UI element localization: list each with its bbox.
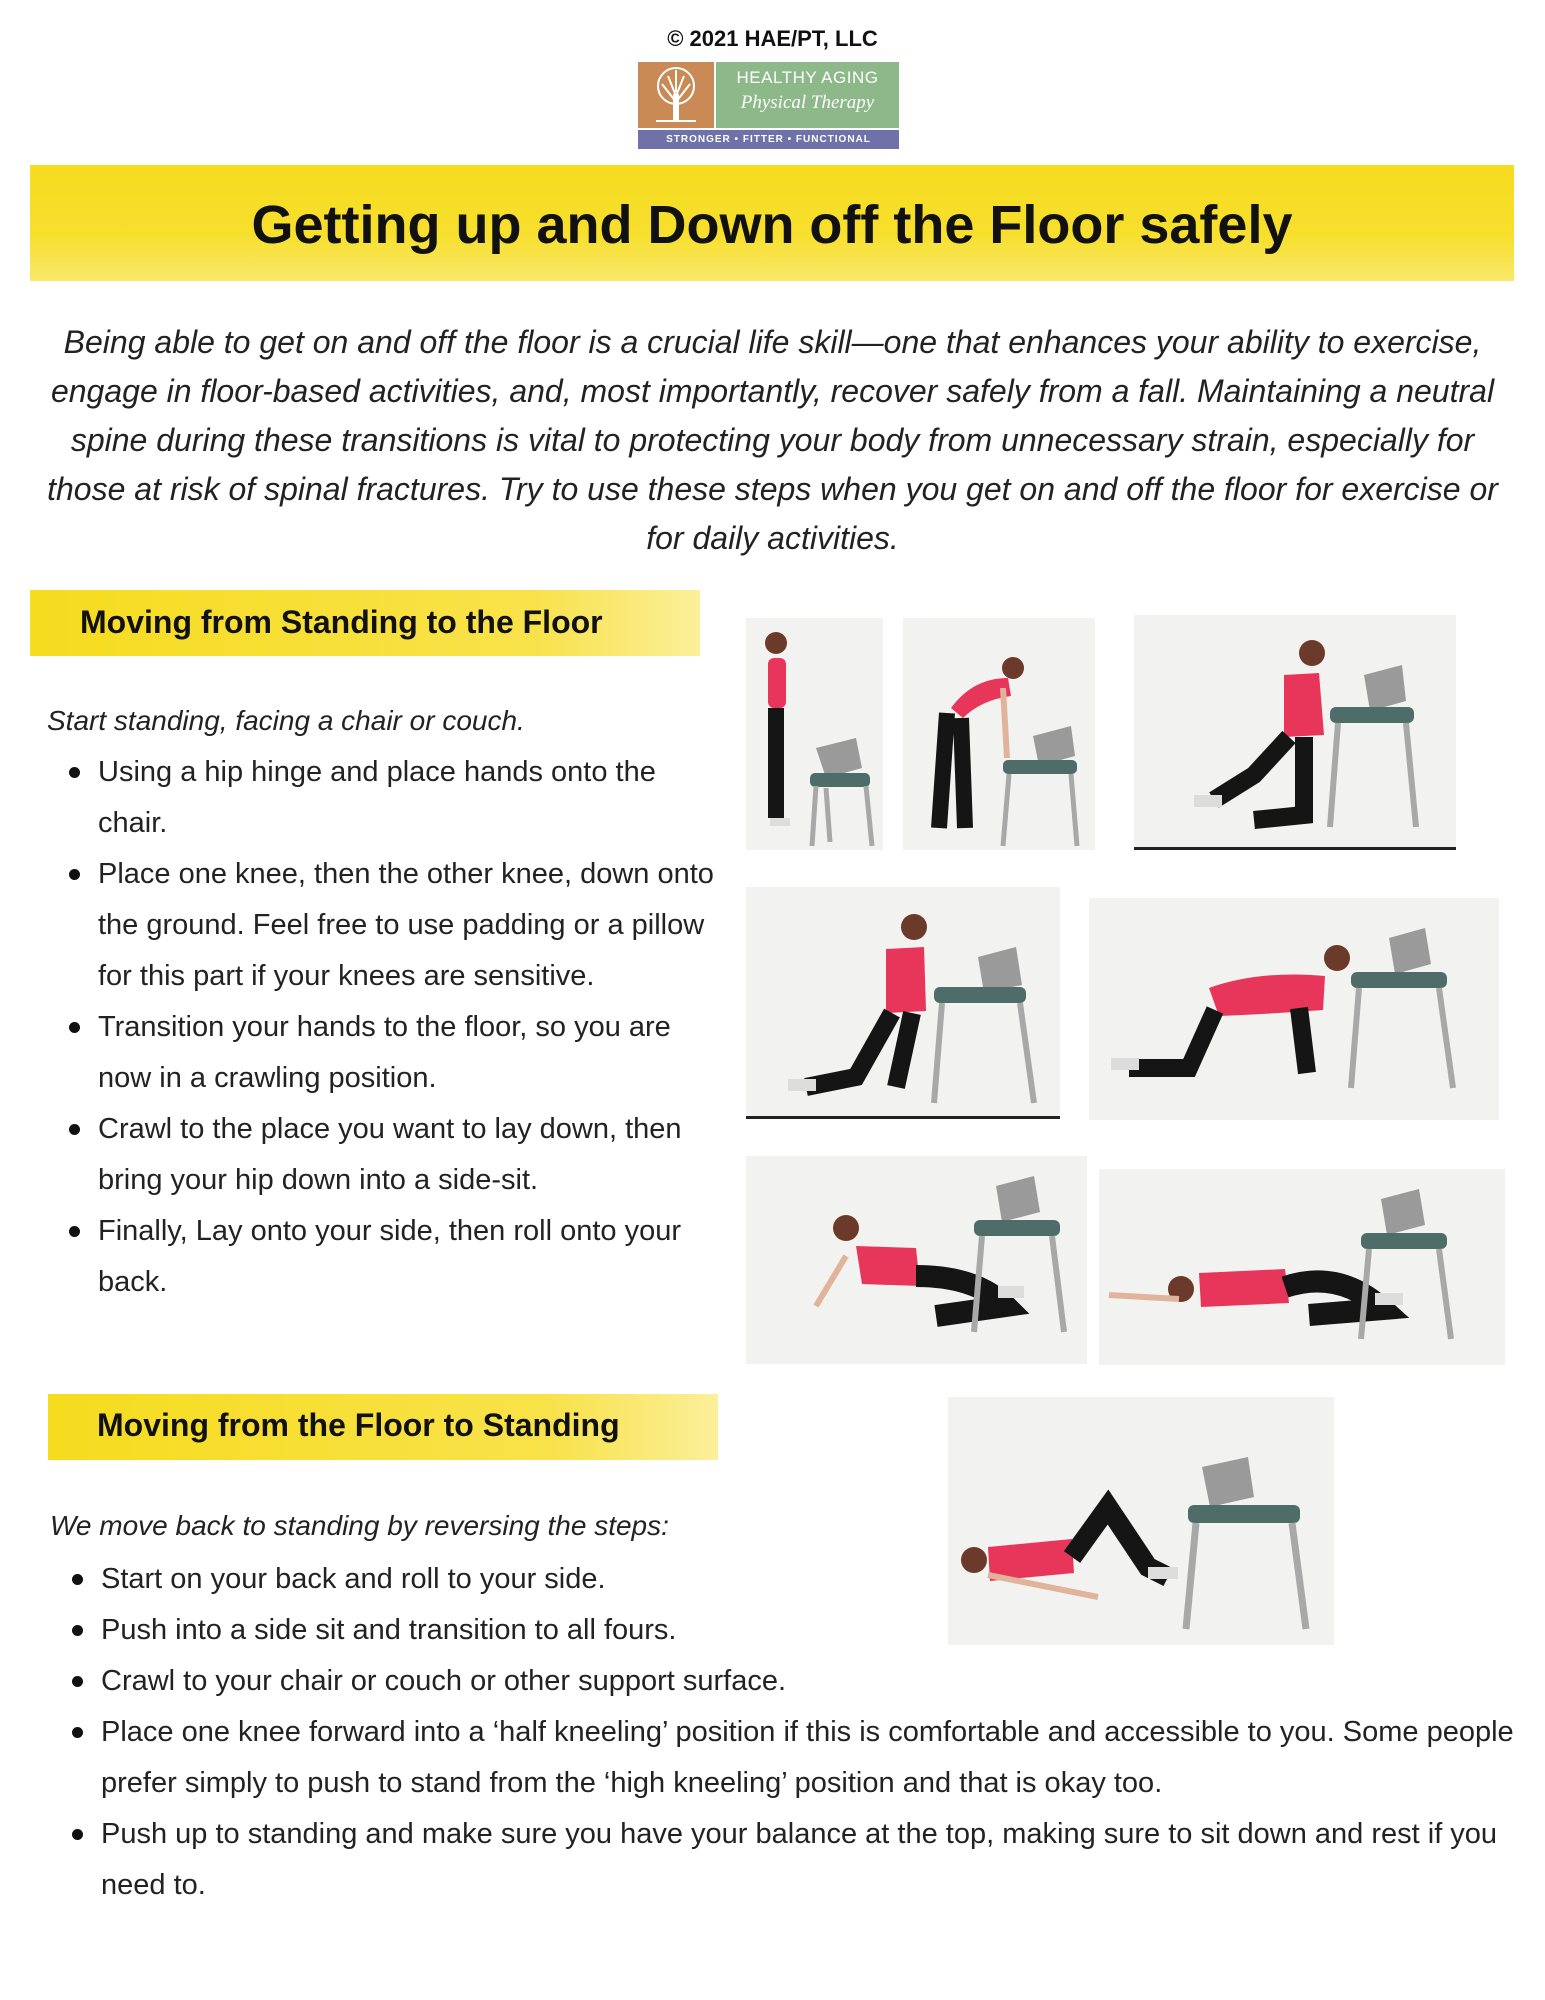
photo-side-sit — [746, 1156, 1087, 1364]
photo-hip-hinge — [903, 618, 1095, 850]
logo-line1: HEALTHY AGING — [736, 68, 879, 87]
section-down-lead: Start standing, facing a chair or couch. — [47, 705, 525, 736]
tree-icon — [638, 62, 714, 128]
list-item: Using a hip hinge and place hands onto the chair. — [98, 747, 718, 849]
section-up-steps — [101, 1554, 1521, 1911]
photo-side-lying — [1099, 1169, 1505, 1365]
section-down-steps — [98, 747, 718, 1308]
logo-tagline: STRONGER • FITTER • FUNCTIONAL — [638, 130, 899, 149]
photo-standing — [746, 618, 883, 850]
list-item: Push into a side sit and transition to all fours. — [101, 1605, 1521, 1656]
list-item: Push up to standing and make sure you have your balance at the top, making sure to sit down and rest if you need to. — [101, 1809, 1521, 1911]
photo-high-kneeling — [746, 887, 1060, 1119]
section-down-title: Moving from Standing to the Floor — [80, 604, 603, 640]
list-item: Crawl to the place you want to lay down, then bring your hip down into a side-sit. — [98, 1104, 718, 1206]
list-item: Finally, Lay onto your side, then roll onto your back. — [98, 1206, 718, 1308]
copyright-notice: © 2021 HAE/PT, LLC — [667, 26, 878, 51]
section-up-lead: We move back to standing by reversing the steps: — [50, 1510, 669, 1541]
list-item: Crawl to your chair or couch or other support surface. — [101, 1656, 1521, 1707]
logo-line2: Physical Therapy — [740, 92, 875, 113]
list-item: Place one knee, then the other knee, down onto the ground. Feel free to use padding or a pillow for this part if your knees are sensitive. — [98, 849, 718, 1002]
photo-kneeling-chair — [1134, 615, 1456, 850]
intro-paragraph: Being able to get on and off the floor is a crucial life skill—one that enhances your ability to exercise, engage in floor-based activities, and, most importantly, recover safely from a fall. Maintaining a neutral spine during these transitions is vital to protecting your body from unnecessary strain, especially for those at risk of spinal fractures. Try to use these steps when you get on and off the floor for exercise or for daily activities. — [47, 324, 1498, 556]
list-item: Place one knee forward into a ‘half kneeling’ position if this is comfortable and accessible to you. Some people prefer simply to push to stand from the ‘high kneeling’ position and that is okay too. — [101, 1707, 1521, 1809]
photo-all-fours — [1089, 898, 1499, 1120]
list-item: Transition your hands to the floor, so you are now in a crawling position. — [98, 1002, 718, 1104]
list-item: Start on your back and roll to your side. — [101, 1554, 1521, 1605]
page-title: Getting up and Down off the Floor safely — [251, 195, 1293, 255]
section-up-title: Moving from the Floor to Standing — [97, 1407, 620, 1443]
logo — [638, 62, 899, 149]
